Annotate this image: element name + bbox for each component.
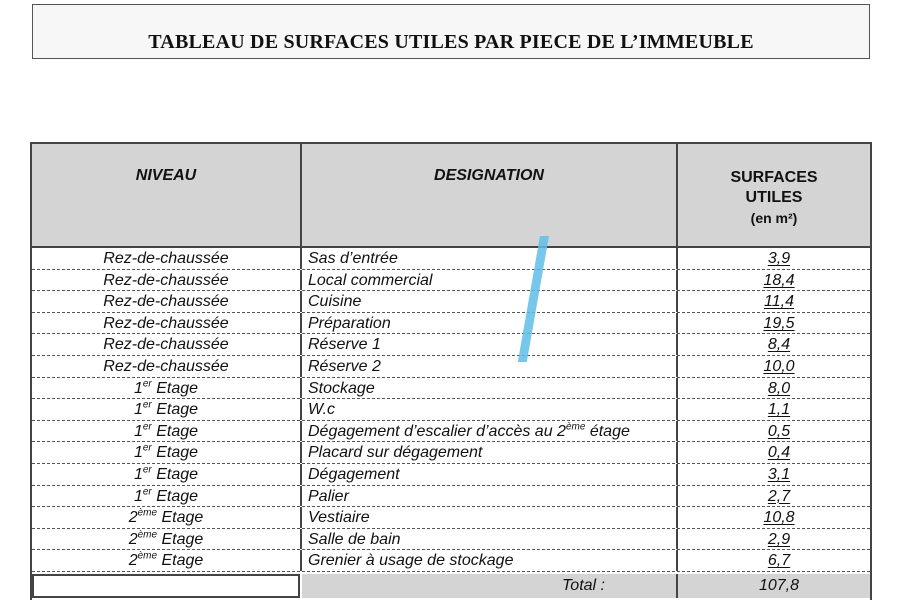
header-surfaces-line2: UTILES — [745, 189, 803, 206]
title-box — [32, 4, 870, 59]
cell-surface: 3,9 — [767, 250, 791, 267]
cell-niveau: Rez-de-chaussée — [32, 248, 302, 269]
cell-niveau: 1er Etage — [32, 464, 302, 485]
cell-designation: W.c — [302, 399, 678, 420]
cell-niveau: Rez-de-chaussée — [32, 291, 302, 312]
table-row — [32, 399, 870, 421]
table-row — [32, 356, 870, 378]
cell-niveau: Rez-de-chaussée — [32, 270, 302, 291]
cell-designation: Réserve 2 — [302, 356, 678, 377]
cell-designation: Salle de bain — [302, 529, 678, 550]
surfaces-table — [30, 142, 872, 600]
header-surfaces — [678, 144, 870, 246]
table-row — [32, 486, 870, 508]
cell-surface: 2,9 — [767, 530, 791, 548]
cell-designation: Local commercial — [302, 270, 678, 291]
cell-designation: Palier — [302, 486, 678, 507]
table-row — [32, 550, 870, 572]
cell-surface: 18,4 — [763, 271, 795, 289]
cell-niveau: 1er Etage — [32, 486, 302, 507]
total-empty-cell — [32, 574, 300, 598]
table-row — [32, 421, 870, 443]
cell-surface: 10,8 — [763, 509, 795, 527]
cell-niveau: Rez-de-chaussée — [32, 356, 302, 377]
header-surfaces-unit: (en m²) — [750, 210, 798, 226]
cell-designation: Vestiaire — [302, 507, 678, 528]
cell-surface: 0,4 — [767, 444, 791, 462]
header-surfaces-line1: SURFACES — [730, 169, 818, 186]
cell-designation: Sas d’entrée — [302, 248, 678, 269]
header-designation: DESIGNATION — [302, 144, 678, 246]
table-row — [32, 442, 870, 464]
total-value: 107,8 — [678, 574, 870, 598]
cell-designation: Stockage — [302, 378, 678, 399]
cell-niveau: 1er Etage — [32, 421, 302, 442]
cell-designation: Cuisine — [302, 291, 678, 312]
cell-niveau: 2ème Etage — [32, 550, 302, 571]
cell-surface: 8,4 — [767, 336, 791, 354]
cell-niveau: Rez-de-chaussée — [32, 313, 302, 334]
table-row — [32, 464, 870, 486]
cell-surface: 19,5 — [763, 314, 795, 332]
total-row — [32, 574, 870, 598]
cell-niveau: Rez-de-chaussée — [32, 334, 302, 355]
cell-surface: 8,0 — [767, 379, 791, 397]
cell-designation: Dégagement d’escalier d’accès au 2ème étage — [302, 421, 678, 442]
document-title: TABLEAU DE SURFACES UTILES PAR PIECE DE L’IMMEUBLE — [148, 31, 754, 53]
cell-designation: Grenier à usage de stockage — [302, 550, 678, 571]
table-header — [32, 144, 870, 248]
table-row — [32, 291, 870, 313]
cell-surface: 10,0 — [763, 357, 795, 375]
header-niveau: NIVEAU — [32, 144, 302, 246]
table-row — [32, 507, 870, 529]
cell-surface: 3,1 — [767, 465, 791, 483]
cell-niveau: 2ème Etage — [32, 507, 302, 528]
table-row — [32, 378, 870, 400]
table-row — [32, 529, 870, 551]
cell-designation: Dégagement — [302, 464, 678, 485]
cell-surface: 2,7 — [767, 487, 791, 505]
table-row — [32, 334, 870, 356]
cell-surface: 1,1 — [767, 401, 791, 419]
cell-designation: Réserve 1 — [302, 334, 678, 355]
cell-niveau: 2ème Etage — [32, 529, 302, 550]
cell-surface: 6,7 — [767, 552, 791, 570]
cell-surface: 0,5 — [767, 422, 791, 440]
cell-niveau: 1er Etage — [32, 399, 302, 420]
cell-niveau: 1er Etage — [32, 378, 302, 399]
table-row — [32, 248, 870, 270]
cell-surface: 11,4 — [764, 293, 794, 311]
table-row — [32, 313, 870, 335]
table-body — [32, 248, 870, 572]
table-row — [32, 270, 870, 292]
cell-designation: Placard sur dégagement — [302, 442, 678, 463]
total-label: Total : — [302, 574, 678, 598]
cell-designation: Préparation — [302, 313, 678, 334]
cell-niveau: 1er Etage — [32, 442, 302, 463]
